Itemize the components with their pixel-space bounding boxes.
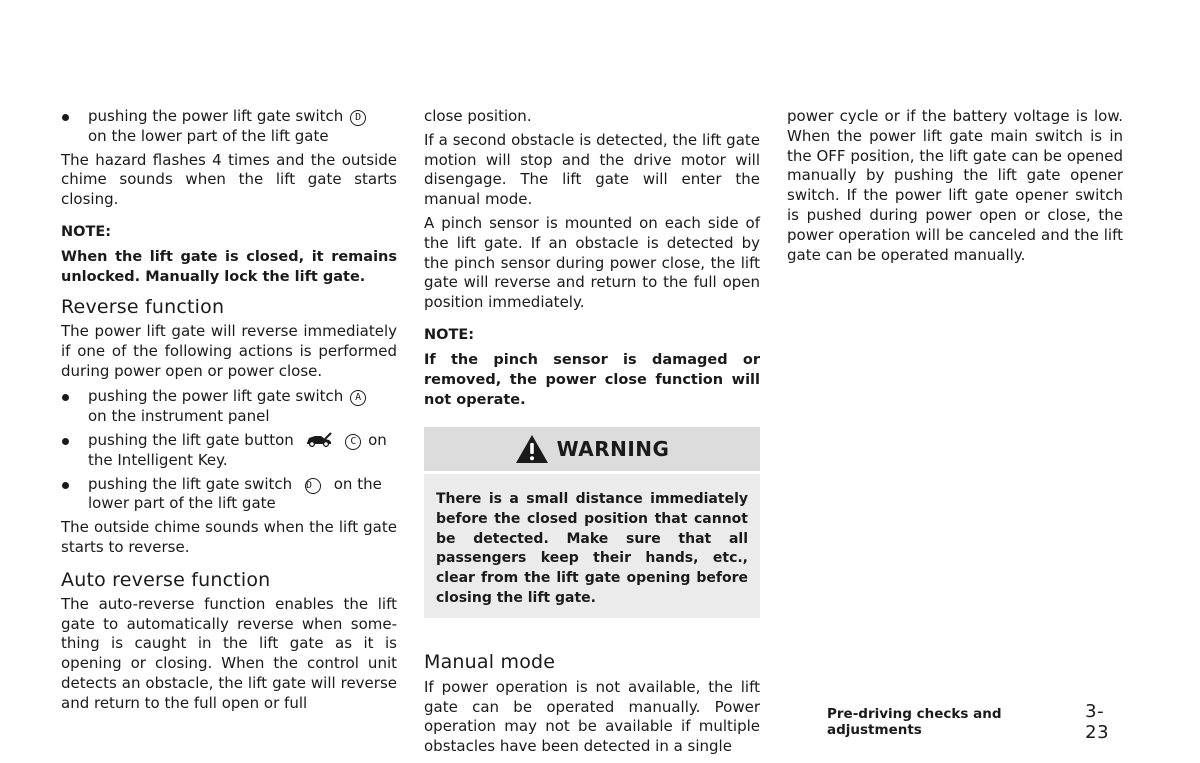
section-heading-auto-reverse: Auto reverse function <box>61 568 271 591</box>
warning-box <box>424 427 760 618</box>
list-item-text: pushing the power lift gate switch <box>88 107 344 125</box>
bullet-dot <box>62 438 69 445</box>
note-label: NOTE: <box>424 326 475 343</box>
callout-c-icon: C <box>345 434 361 450</box>
paragraph: The power lift gate will reverse immediately if one of the following actions is performed during power open or power close. <box>61 321 397 380</box>
column-left <box>61 107 397 714</box>
column-right <box>787 107 1123 265</box>
list-item-text: pushing the lift gate button <box>88 430 294 449</box>
bullet-dot <box>62 394 69 401</box>
warning-body: There is a small distance immediately before the closed position that cannot be detected. Make sure that all passengers keep their hands, etc., clear from the lift gate opening before closing the lift gate. <box>424 474 760 618</box>
paragraph: close position. <box>424 107 532 125</box>
note-label: NOTE: <box>61 223 112 240</box>
bullet-dot <box>62 482 69 489</box>
note-body: If the pinch sensor is damaged or removed, the power close function will not operate. <box>424 351 760 408</box>
page-footer <box>827 701 1123 743</box>
paragraph: The outside chime sounds when the lift gate starts to reverse. <box>61 518 397 556</box>
list-item-text-cont: lower part of the lift gate <box>88 494 276 513</box>
warning-title: WARNING <box>556 436 670 461</box>
list-item <box>61 431 397 471</box>
page-number: 3-23 <box>1085 701 1110 743</box>
bullet-dot <box>62 114 69 121</box>
section-heading-manual-mode: Manual mode <box>424 650 556 673</box>
lift-gate-car-icon <box>305 431 335 447</box>
list-item-text: on <box>368 430 387 449</box>
paragraph: If power operation is not available, the lift gate can be operated manually. Power operation may not be available if multiple obstacles have been detected in a single <box>424 677 760 756</box>
column-middle <box>424 107 760 757</box>
paragraph: If a second obstacle is detected, the lift gate motion will stop and the drive motor will disengage. The lift gate will enter the manual mode. <box>424 130 760 209</box>
list-item <box>61 387 397 427</box>
list-item <box>61 475 397 515</box>
list-item-text-cont: the Intelligent Key. <box>88 450 228 469</box>
section-title: Pre-driving checks and adjustments <box>827 706 1002 738</box>
paragraph: The auto-reverse function enables the lift gate to automatically reverse when some- thing is caught in the lift gate as it is opening or closing. When the control unit detects an obstacle, the lift gate will reverse and return to the full open or full <box>61 594 397 712</box>
list-item <box>61 107 397 147</box>
paragraph: A pinch sensor is mounted on each side of the lift gate. If an obstacle is detected by the pinch sensor during power close, the lift gate will reverse and return to the full open position immediately. <box>424 213 760 312</box>
list-item-text-cont: on the instrument panel <box>88 407 270 426</box>
paragraph: power cycle or if the battery voltage is low. When the power lift gate main switch is in the OFF position, the lift gate can be opened manually by pushing the lift gate opener switch. If the power lift gate opener switch is pushed during power open or close, the power operation will be canceled and the lift gate can be operated manually. <box>787 107 1123 264</box>
warning-header <box>424 427 760 471</box>
callout-d-icon: D <box>305 478 321 494</box>
list-item-text: on the <box>333 474 382 493</box>
list-item-text-cont: on the lower part of the lift gate <box>88 126 329 145</box>
callout-a-icon: A <box>350 390 366 406</box>
note-body: When the lift gate is closed, it remains unlocked. Manually lock the lift gate. <box>61 248 397 285</box>
paragraph: The hazard flashes 4 times and the outside chime sounds when the lift gate starts closing. <box>61 150 397 209</box>
callout-d-icon: D <box>350 110 366 126</box>
list-item-text: pushing the power lift gate switch <box>88 387 344 406</box>
warning-triangle-icon <box>515 434 549 464</box>
section-heading-reverse: Reverse function <box>61 295 225 318</box>
list-item-text: pushing the lift gate switch <box>88 474 293 493</box>
